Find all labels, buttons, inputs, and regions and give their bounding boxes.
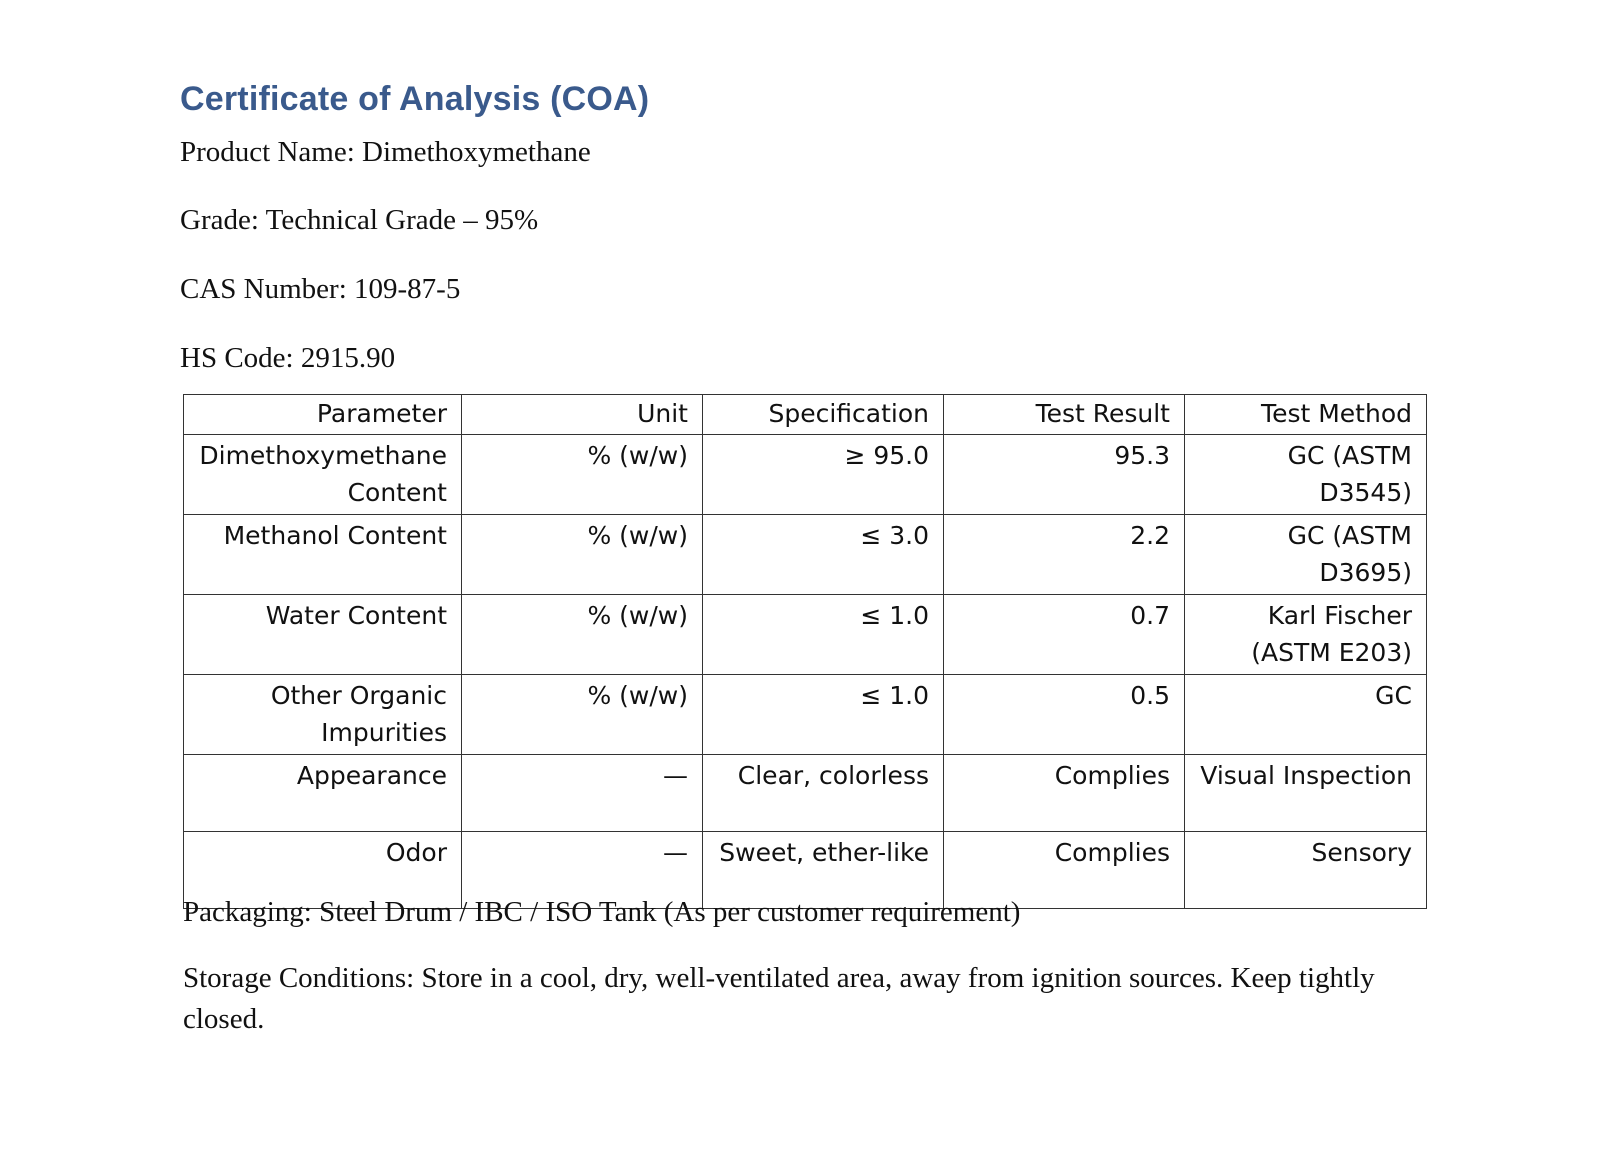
cell-unit: % (w/w) xyxy=(462,595,703,675)
cell-parameter: Appearance xyxy=(184,755,462,832)
cell-unit: % (w/w) xyxy=(462,675,703,755)
header-specification: Specification xyxy=(703,395,944,435)
cell-test-result: 95.3 xyxy=(944,435,1185,515)
header-test-method: Test Method xyxy=(1185,395,1427,435)
cell-test-result: Complies xyxy=(944,832,1185,909)
header-test-result: Test Result xyxy=(944,395,1185,435)
cell-specification: Clear, colorless xyxy=(703,755,944,832)
cas-number: CAS Number: 109-87-5 xyxy=(180,273,461,305)
cell-specification: ≤ 1.0 xyxy=(703,675,944,755)
hs-code: HS Code: 2915.90 xyxy=(180,342,396,374)
grade: Grade: Technical Grade – 95% xyxy=(180,204,539,236)
analysis-table xyxy=(183,394,1427,909)
cell-test-method: GC xyxy=(1185,675,1427,755)
cell-specification: Sweet, ether-like xyxy=(703,832,944,909)
cell-test-result: 0.5 xyxy=(944,675,1185,755)
cell-test-method: Karl Fischer (ASTM E203) xyxy=(1185,595,1427,675)
cell-specification: ≤ 3.0 xyxy=(703,515,944,595)
table-header-row xyxy=(184,395,1427,435)
table-row xyxy=(184,435,1427,515)
product-name: Product Name: Dimethoxymethane xyxy=(180,136,591,168)
cell-unit: — xyxy=(462,832,703,909)
cell-test-result: 2.2 xyxy=(944,515,1185,595)
cell-unit: % (w/w) xyxy=(462,435,703,515)
cell-unit: % (w/w) xyxy=(462,515,703,595)
cell-parameter: Dimethoxymethane Content xyxy=(184,435,462,515)
cell-parameter: Odor xyxy=(184,832,462,909)
document-title: Certificate of Analysis (COA) xyxy=(180,80,650,118)
cell-test-method: Sensory xyxy=(1185,832,1427,909)
header-unit: Unit xyxy=(462,395,703,435)
table-row xyxy=(184,755,1427,832)
cell-parameter: Water Content xyxy=(184,595,462,675)
table-row xyxy=(184,675,1427,755)
cell-test-method: GC (ASTM D3545) xyxy=(1185,435,1427,515)
header-parameter: Parameter xyxy=(184,395,462,435)
cell-unit: — xyxy=(462,755,703,832)
cell-parameter: Methanol Content xyxy=(184,515,462,595)
table-row xyxy=(184,515,1427,595)
cell-specification: ≥ 95.0 xyxy=(703,435,944,515)
cell-test-result: 0.7 xyxy=(944,595,1185,675)
cell-specification: ≤ 1.0 xyxy=(703,595,944,675)
packaging-note: Packaging: Steel Drum / IBC / ISO Tank (As per customer requirement) xyxy=(183,896,1021,928)
cell-parameter: Other Organic Impurities xyxy=(184,675,462,755)
storage-conditions: Storage Conditions: Store in a cool, dry, well-ventilated area, away from ignition sources. Keep tightly closed. xyxy=(183,962,1375,1035)
cell-test-result: Complies xyxy=(944,755,1185,832)
table-row xyxy=(184,595,1427,675)
cell-test-method: Visual Inspection xyxy=(1185,755,1427,832)
cell-test-method: GC (ASTM D3695) xyxy=(1185,515,1427,595)
